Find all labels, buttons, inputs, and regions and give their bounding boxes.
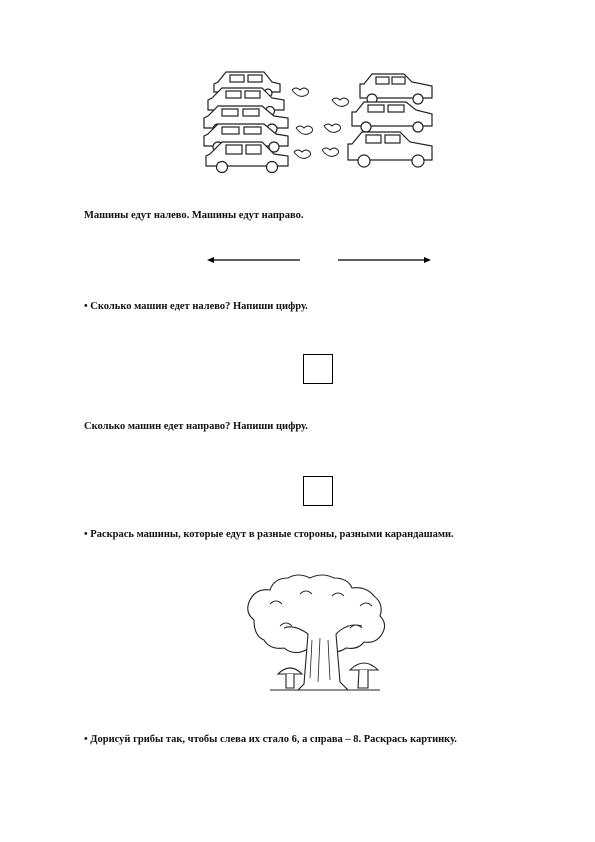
- left-cars-group: [204, 72, 313, 173]
- cars-illustration: [196, 68, 438, 178]
- car-right-2: [352, 102, 432, 132]
- car-right-1: [360, 74, 432, 104]
- instruction-directions: Машины едут налево. Машины едут направо.: [84, 210, 304, 221]
- car-right-3: [348, 132, 432, 167]
- left-exhaust: [292, 88, 313, 158]
- task-count-left: • Сколько машин едет налево? Напиши цифру.: [84, 301, 308, 312]
- arrow-right-icon: [336, 255, 432, 265]
- mushroom-icon: [278, 668, 302, 688]
- task-count-right: Сколько машин едет направо? Напиши цифру.: [84, 421, 308, 432]
- answer-box-right[interactable]: [303, 476, 333, 506]
- arrow-left-icon: [206, 255, 302, 265]
- right-exhaust: [322, 98, 349, 156]
- mushroom-icon: [350, 663, 378, 688]
- answer-box-left[interactable]: [303, 354, 333, 384]
- task-draw-mushrooms: • Дорисуй грибы так, чтобы слева их стало 6, а справа – 8. Раскрась картинку.: [84, 734, 457, 745]
- task-color-cars: • Раскрась машины, которые едут в разные стороны, разными карандашами.: [84, 529, 454, 540]
- right-cars-group: [322, 74, 432, 167]
- tree-illustration: [240, 574, 406, 696]
